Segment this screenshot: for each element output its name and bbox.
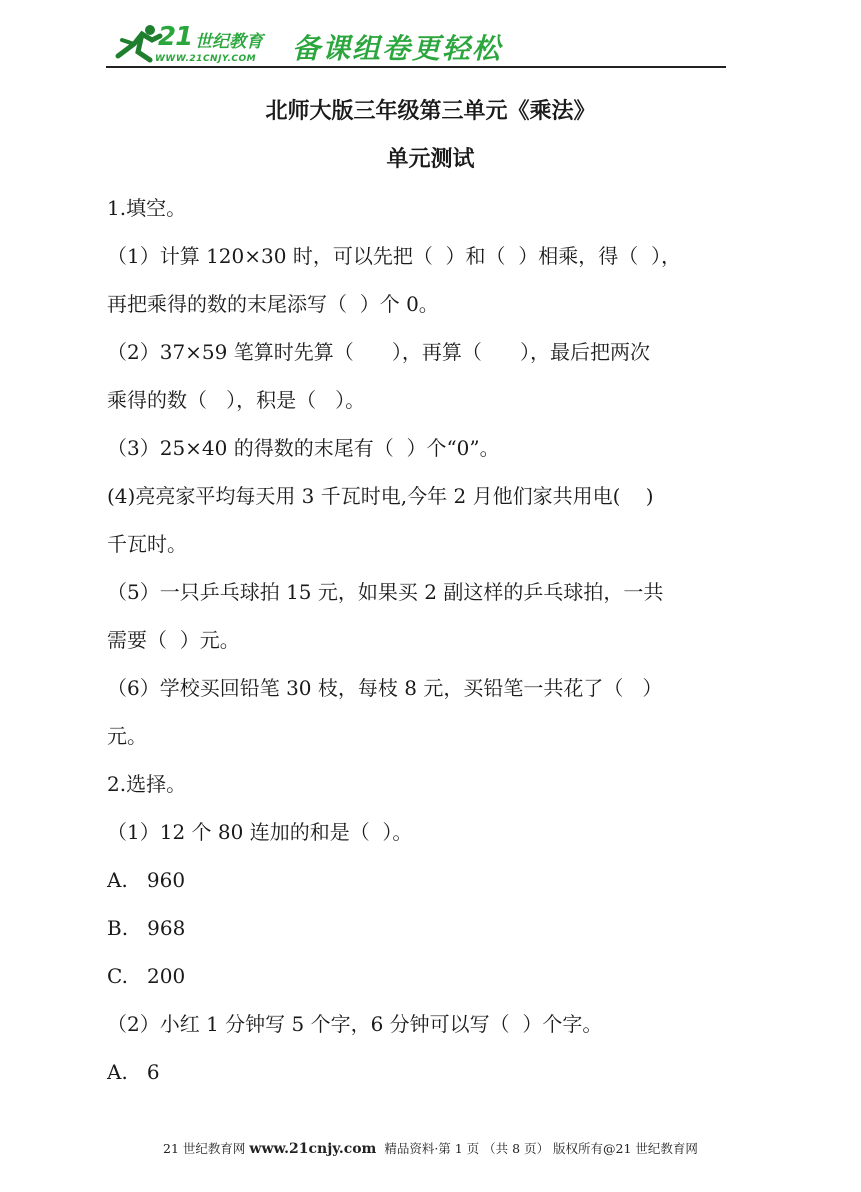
footer-site-url[interactable]: www.21cnjy.com (249, 1141, 377, 1157)
logo-number: 21 (158, 22, 193, 52)
question-line: (4)亮亮家平均每天用 3 千瓦时电,今年 2 月他们家共用电( ) (107, 484, 654, 508)
question-line: 需要（ ）元。 (107, 628, 240, 652)
question-line: （2）37×59 笔算时先算（ ），再算（ ），最后把两次 (107, 340, 651, 364)
section-heading: 2.选择。 (107, 772, 187, 796)
logo-brand: 世纪教育 (195, 32, 263, 52)
question-line: （1）计算 120×30 时，可以先把（ ）和（ ）相乘，得（ ）， (107, 244, 681, 268)
question-line: （2）小红 1 分钟写 5 个字，6 分钟可以写（ ）个字。 (107, 1012, 603, 1036)
question-line: （5）一只乒乓球拍 15 元，如果买 2 副这样的乒乓球拍，一共 (107, 580, 664, 604)
page-subtitle: 单元测试 (386, 147, 475, 172)
question-line: （1）12 个 80 连加的和是（ ）。 (107, 820, 413, 844)
header-divider (106, 66, 726, 68)
answer-option: A. 6 (107, 1060, 160, 1084)
page-header (0, 0, 861, 72)
logo-url: WWW.21CNJY.COM (155, 54, 257, 64)
answer-option: C. 200 (107, 964, 186, 988)
question-line: 乘得的数（ ），积是（ ）。 (107, 388, 366, 412)
question-line: 千瓦时。 (107, 532, 187, 556)
footer-page-info: 精品资料·第 1 页 （共 8 页） 版权所有@21 世纪教育网 (384, 1141, 698, 1156)
question-line: 再把乘得的数的末尾添写（ ）个 0。 (107, 292, 439, 316)
question-line: 元。 (107, 724, 147, 748)
page-title: 北师大版三年级第三单元《乘法》 (265, 99, 596, 124)
footer-site-name: 21 世纪教育网 (163, 1141, 246, 1156)
answer-option: A. 960 (107, 868, 186, 892)
slogan: 备课组卷更轻松 (292, 32, 503, 65)
question-line: （3）25×40 的得数的末尾有（ ）个“0”。 (107, 436, 500, 460)
question-line: （6）学校买回铅笔 30 枝，每枝 8 元，买铅笔一共花了（ ） (107, 676, 663, 700)
page-footer (0, 1139, 861, 1157)
answer-option: B. 968 (107, 916, 186, 940)
section-heading: 1.填空。 (107, 196, 187, 220)
